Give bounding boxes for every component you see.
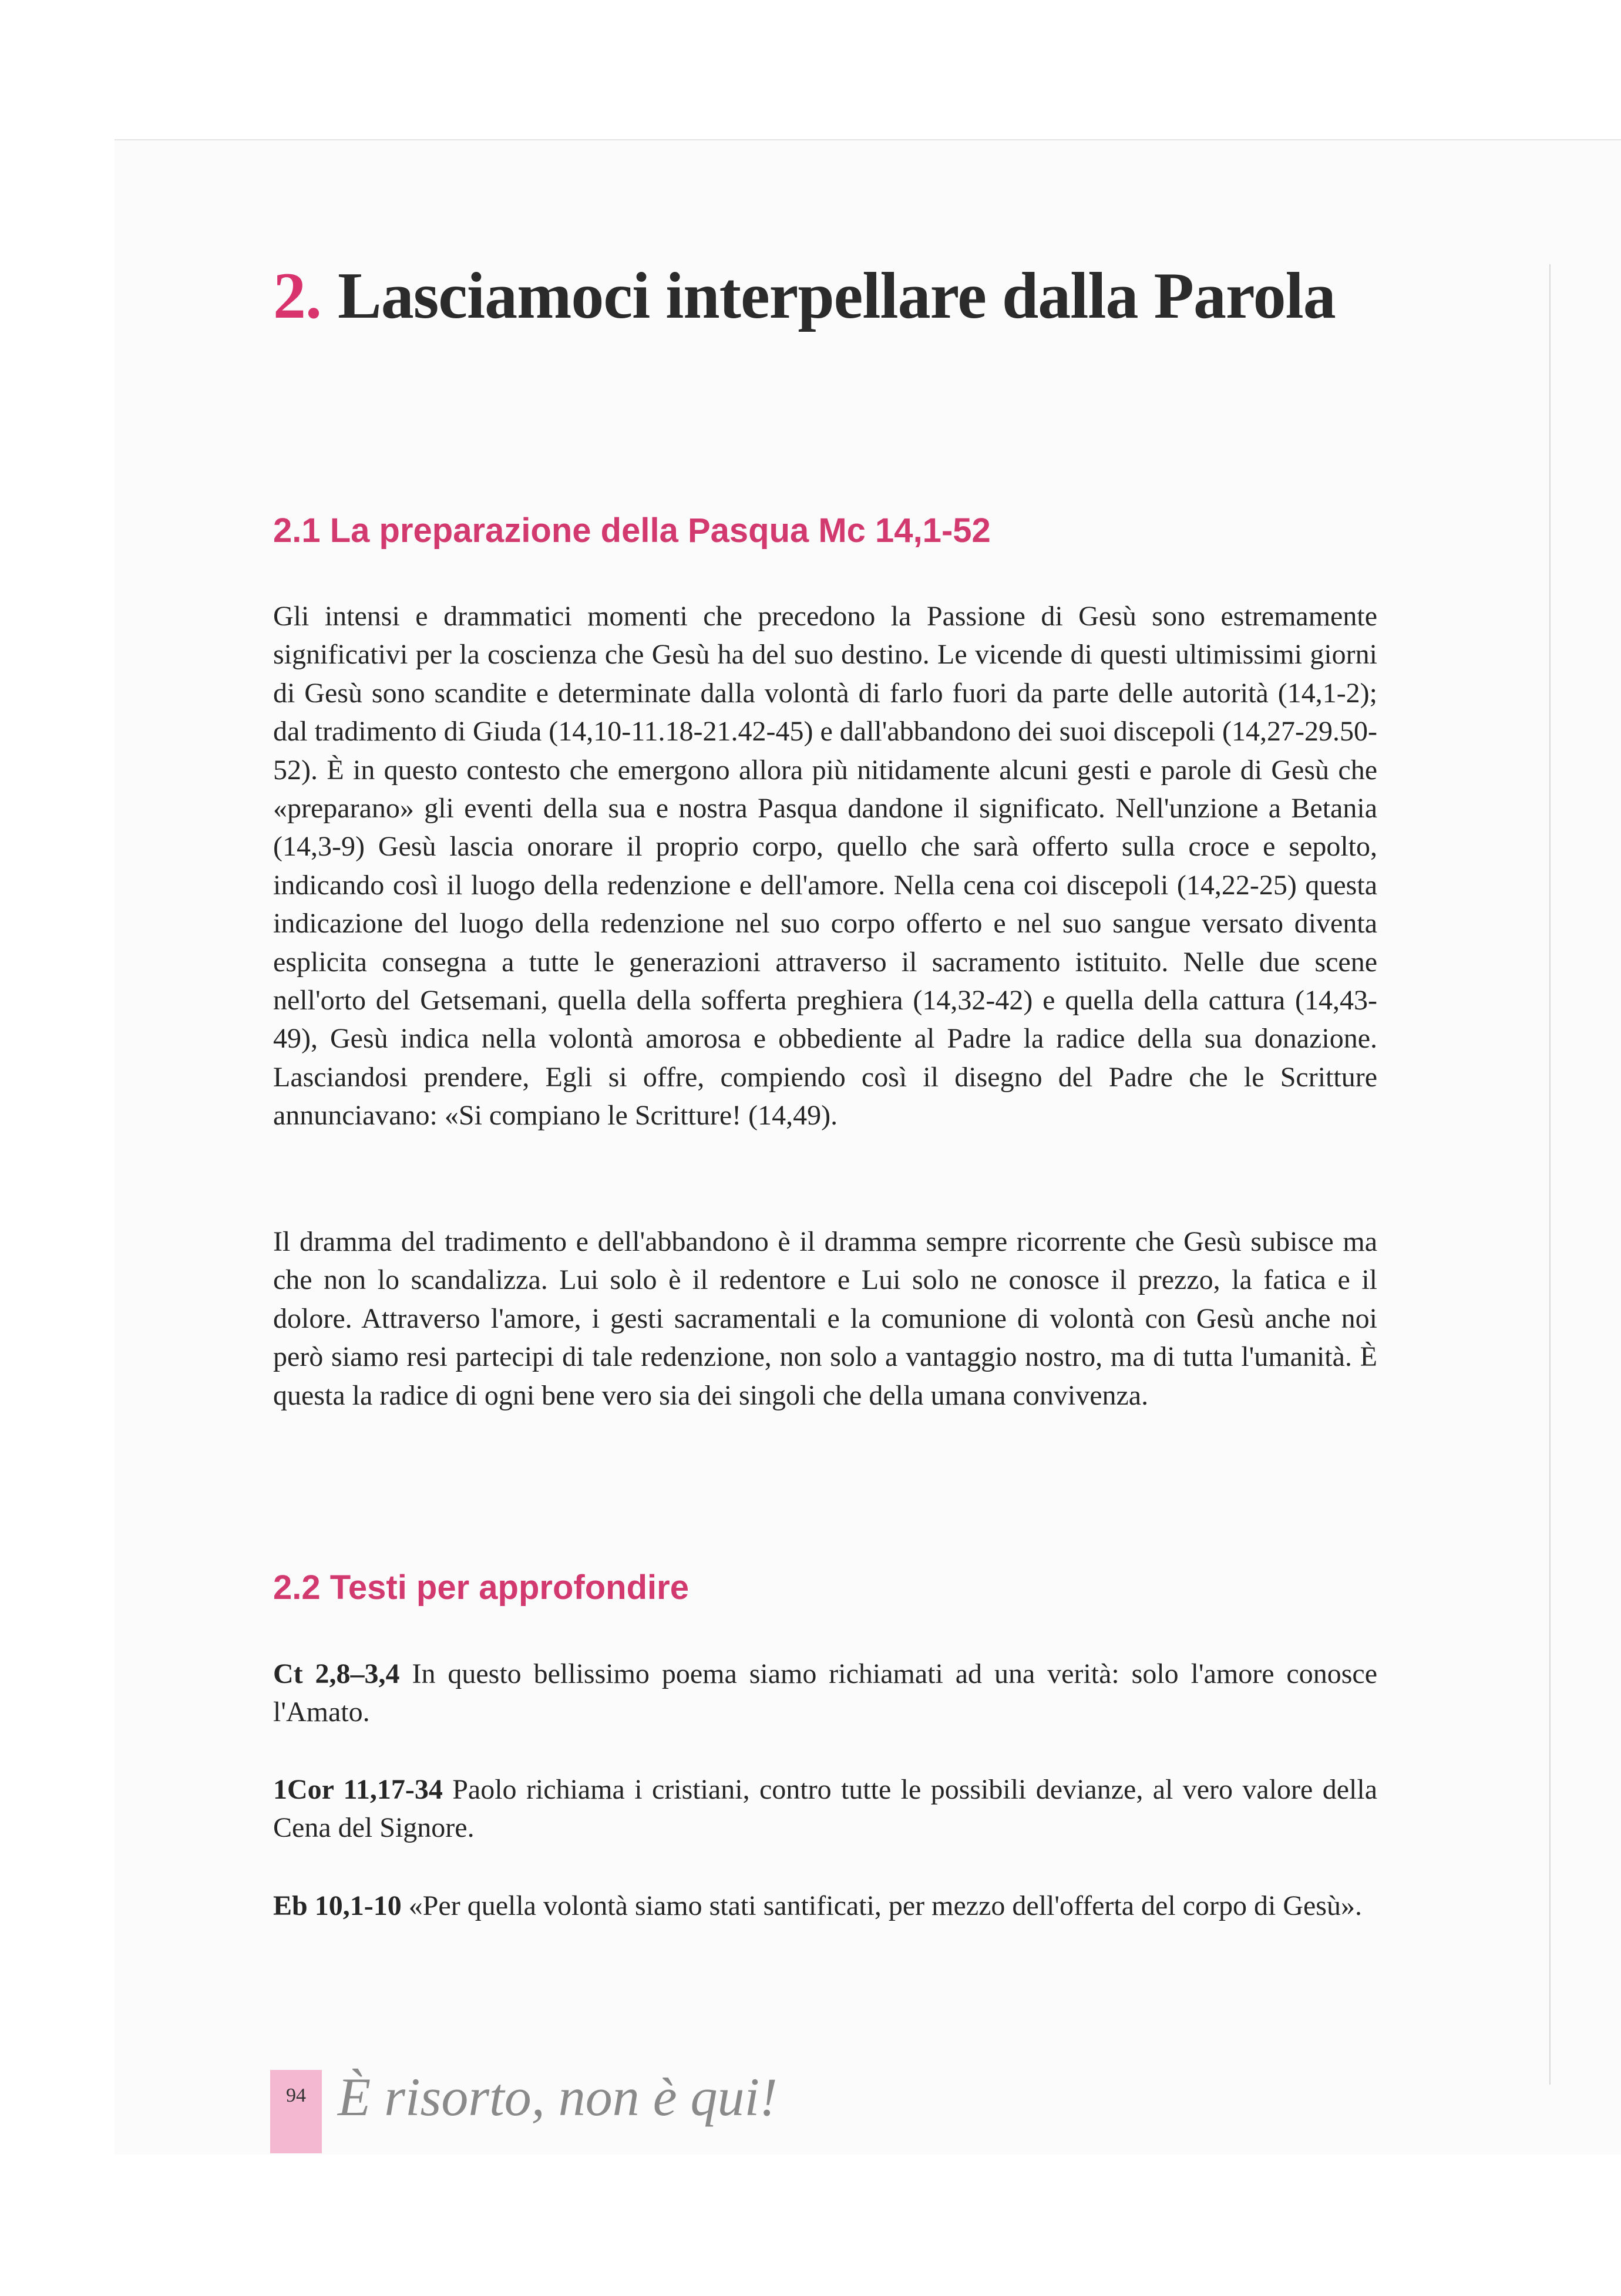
page-number-tab <box>270 2070 322 2153</box>
reference-text: «Per quella volontà siamo stati santificati, per mezzo dell'offerta del corpo di Gesù». <box>408 1890 1362 1921</box>
section-heading-texts: 2.2 Testi per approfondire <box>273 1568 689 1607</box>
reference-text: Paolo richiama i cristiani, contro tutte le possibili devianze, al vero valore della Cena del Signore. <box>273 1774 1378 1843</box>
page-number: 94 <box>286 2085 306 2106</box>
reference-citation: Ct 2,8–3,4 <box>273 1658 400 1689</box>
chapter-number: 2. <box>273 260 321 332</box>
body-paragraph-1: Gli intensi e drammatici momenti che precedono la Passione di Gesù sono estremamente significativi per la coscienza che Gesù ha del suo destino. Le vicende di questi ultimissimi giorni di Gesù sono scandite e determinate dalla volontà di farlo fuori da parte delle autorità (14,1-2); dal tradimento di Giuda (14,10-11.18-21.42-45) e dall'abbandono dei suoi discepoli (14,27-29.50-52). È in questo contesto che emergono allora più nitidamente alcuni gesti e parole di Gesù che «preparano» gli eventi della sua e nostra Pasqua dandone il significato. Nell'unzione a Betania (14,3-9) Gesù lascia onorare il proprio corpo, quello che sarà offerto sulla croce e sepolto, indicando così il luogo della redenzione e dell'amore. Nella cena coi discepoli (14,22-25) questa indicazione del luogo della redenzione nel suo corpo offerto e nel suo sangue versato diventa esplicita consegna a tutte le generazioni attraverso il sacramento istituito. Nelle due scene nell'orto del Getsemani, quella della sofferta preghiera (14,32-42) e quella della cattura (14,43-49), Gesù indica nella volontà amorosa e obbediente al Padre la radice della sua donazione. Lasciandosi prendere, Egli si offre, compiendo così il disegno del Padre che le Scritture annunciavano: «Si compiano le Scritture! (14,49). <box>273 601 1377 1132</box>
page-sheet <box>115 139 1621 2154</box>
reference-text: In questo bellissimo poema siamo richiamati ad una verità: solo l'amore conosce l'Amato. <box>273 1658 1377 1728</box>
chapter-title-text: Lasciamoci interpellare dalla Parola <box>338 260 1336 332</box>
reference-entry <box>273 1770 1377 1847</box>
reference-citation: 1Cor 11,17-34 <box>273 1774 443 1805</box>
page-fold-line <box>1549 264 1551 2085</box>
reference-entry <box>273 1887 1377 1925</box>
reference-entry <box>273 1655 1377 1731</box>
chapter-title <box>273 258 1336 334</box>
reference-citation: Eb 10,1-10 <box>273 1890 402 1921</box>
section-heading-preparation: 2.1 La preparazione della Pasqua Mc 14,1-52 <box>273 511 991 550</box>
body-paragraph-2: Il dramma del tradimento e dell'abbandono è il dramma sempre ricorrente che Gesù subisce ma che non lo scandalizza. Lui solo è il redentore e Lui solo ne conosce il prezzo, la fatica e il dolore. Attraverso l'amore, i gesti sacramentali e la comunione di volontà con Gesù anche noi però siamo resi partecipi di tale redenzione, non solo a vantaggio nostro, ma di tutta l'umanità. È questa la radice di ogni bene vero sia dei singoli che della umana convivenza. <box>273 1226 1377 1411</box>
running-title: È risorto, non è qui! <box>338 2067 778 2127</box>
